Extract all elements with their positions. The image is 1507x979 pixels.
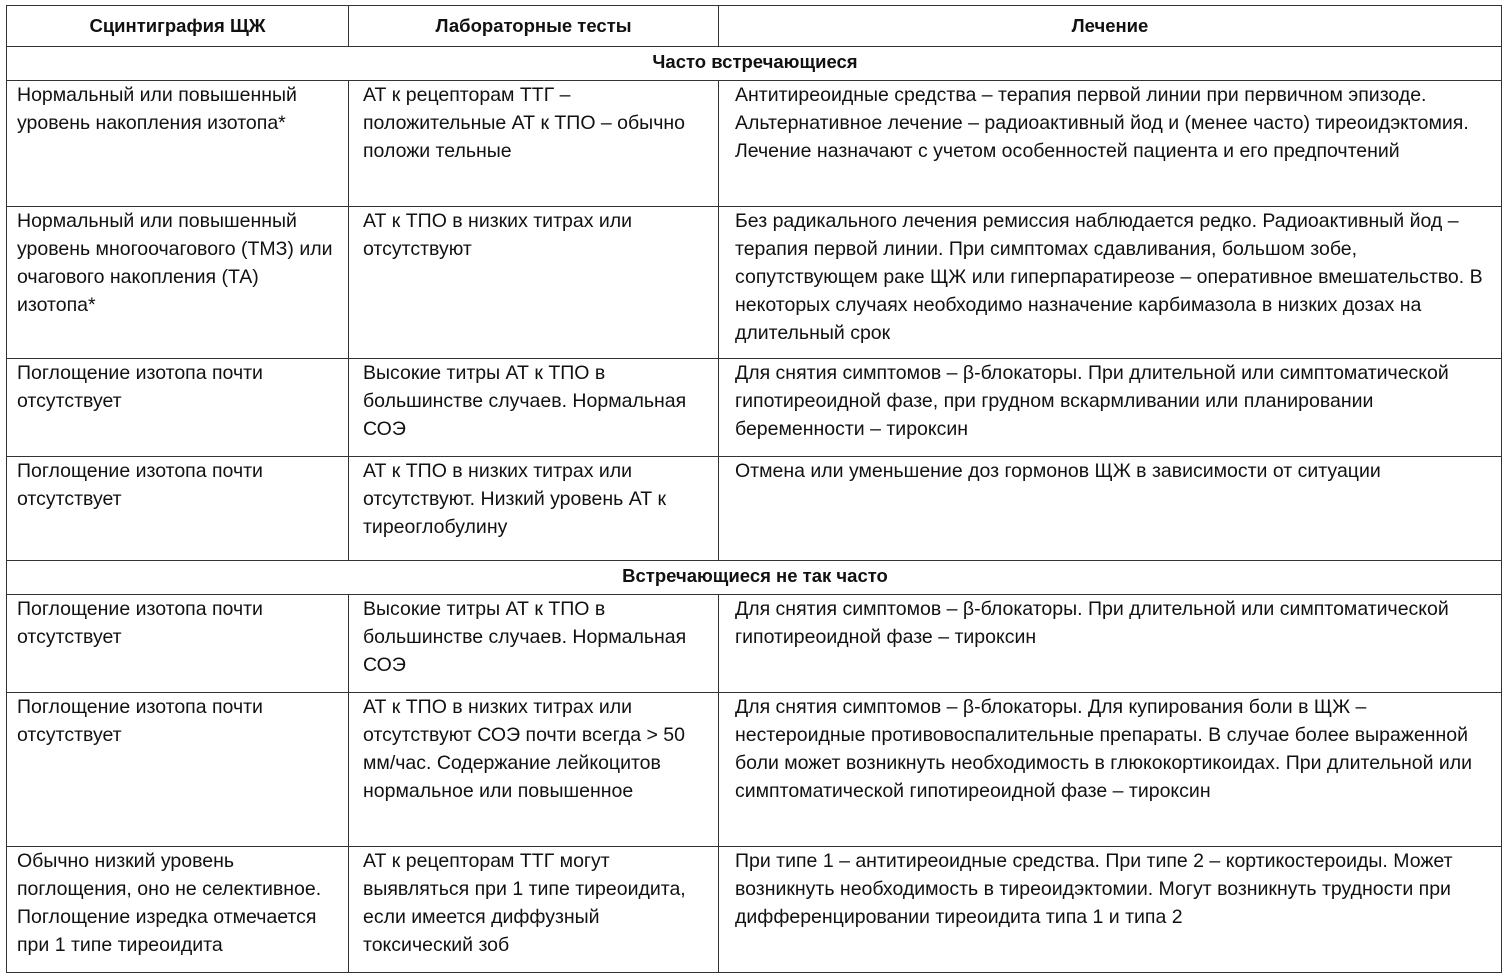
- header-labs: Лабораторные тесты: [349, 6, 719, 47]
- table-row: [7, 595, 1502, 693]
- cell-scan: Нормальный или повышенный уровень многоочагового (ТМЗ) или очагового накопления (ТА) изотопа*: [7, 207, 349, 359]
- cell-treatment: Для снятия симптомов – β-блокаторы. Для купирования боли в ЩЖ – нестероидные противовоспалительные препараты. В случае более выраженной боли может возникнуть необходимость в глюкокортикоидах. При длительной или симптоматической гипотиреоидной фазе – тироксин: [719, 693, 1502, 847]
- cell-labs: АТ к рецепторам ТТГ – положительные АТ к ТПО – обычно положи тельные: [349, 81, 719, 207]
- table-row: [7, 847, 1502, 973]
- table-row: [7, 359, 1502, 457]
- section-row: [7, 561, 1502, 595]
- section-title: Часто встречающиеся: [7, 47, 1502, 81]
- cell-labs: АТ к ТПО в низких титрах или отсутствуют. Низкий уровень АТ к тиреоглобулину: [349, 457, 719, 561]
- cell-treatment: Для снятия симптомов – β-блокаторы. При длительной или симптоматической гипотиреоидной фазе, при грудном вскармливании или планировании беременности – тироксин: [719, 359, 1502, 457]
- section-title: Встречающиеся не так часто: [7, 561, 1502, 595]
- table-row: [7, 457, 1502, 561]
- header-scan: Сцинтиграфия ЩЖ: [7, 6, 349, 47]
- cell-labs: Высокие титры АТ к ТПО в большинстве случаев. Нормальная СОЭ: [349, 595, 719, 693]
- cell-scan: Обычно низкий уровень поглощения, оно не селективное. Поглощение изредка отмечается при 1 типе тиреоидита: [7, 847, 349, 973]
- cell-scan: Поглощение изотопа почти отсутствует: [7, 693, 349, 847]
- cell-labs: АТ к рецепторам ТТГ могут выявляться при 1 типе тиреоидита, если имеется диффузный токсический зоб: [349, 847, 719, 973]
- cell-scan: Поглощение изотопа почти отсутствует: [7, 595, 349, 693]
- table-row: [7, 693, 1502, 847]
- table-row: [7, 81, 1502, 207]
- cell-treatment: Для снятия симптомов – β-блокаторы. При длительной или симптоматической гипотиреоидной фазе – тироксин: [719, 595, 1502, 693]
- header-treatment: Лечение: [719, 6, 1502, 47]
- cell-scan: Нормальный или повышенный уровень накопления изотопа*: [7, 81, 349, 207]
- thyroid-table: [6, 5, 1502, 973]
- cell-labs: АТ к ТПО в низких титрах или отсутствуют СОЭ почти всегда > 50 мм/час. Содержание лейкоцитов нормальное или повышенное: [349, 693, 719, 847]
- table-row: [7, 207, 1502, 359]
- cell-scan: Поглощение изотопа почти отсутствует: [7, 457, 349, 561]
- cell-treatment: Без радикального лечения ремиссия наблюдается редко. Радиоактивный йод – терапия первой линии. При симптомах сдавливания, большом зобе, сопутствующем раке ЩЖ или гиперпаратиреозе – оперативное вмешательство. В некоторых случаях необходимо назначение карбимазола в низких дозах на длительный срок: [719, 207, 1502, 359]
- cell-treatment: Антитиреоидные средства – терапия первой линии при первичном эпизоде. Альтернативное лечение – радиоактивный йод и (менее часто) тиреоидэктомия. Лечение назначают с учетом особенностей пациента и его предпочтений: [719, 81, 1502, 207]
- section-row: [7, 47, 1502, 81]
- cell-scan: Поглощение изотопа почти отсутствует: [7, 359, 349, 457]
- header-row: [7, 6, 1502, 47]
- cell-labs: Высокие титры АТ к ТПО в большинстве случаев. Нормальная СОЭ: [349, 359, 719, 457]
- cell-labs: АТ к ТПО в низких титрах или отсутствуют: [349, 207, 719, 359]
- cell-treatment: Отмена или уменьшение доз гормонов ЩЖ в зависимости от ситуации: [719, 457, 1502, 561]
- cell-treatment: При типе 1 – антитиреоидные средства. При типе 2 – кортикостероиды. Может возникнуть необходимость в тиреоидэктомии. Могут возникнуть трудности при дифференцировании тиреоидита типа 1 и типа 2: [719, 847, 1502, 973]
